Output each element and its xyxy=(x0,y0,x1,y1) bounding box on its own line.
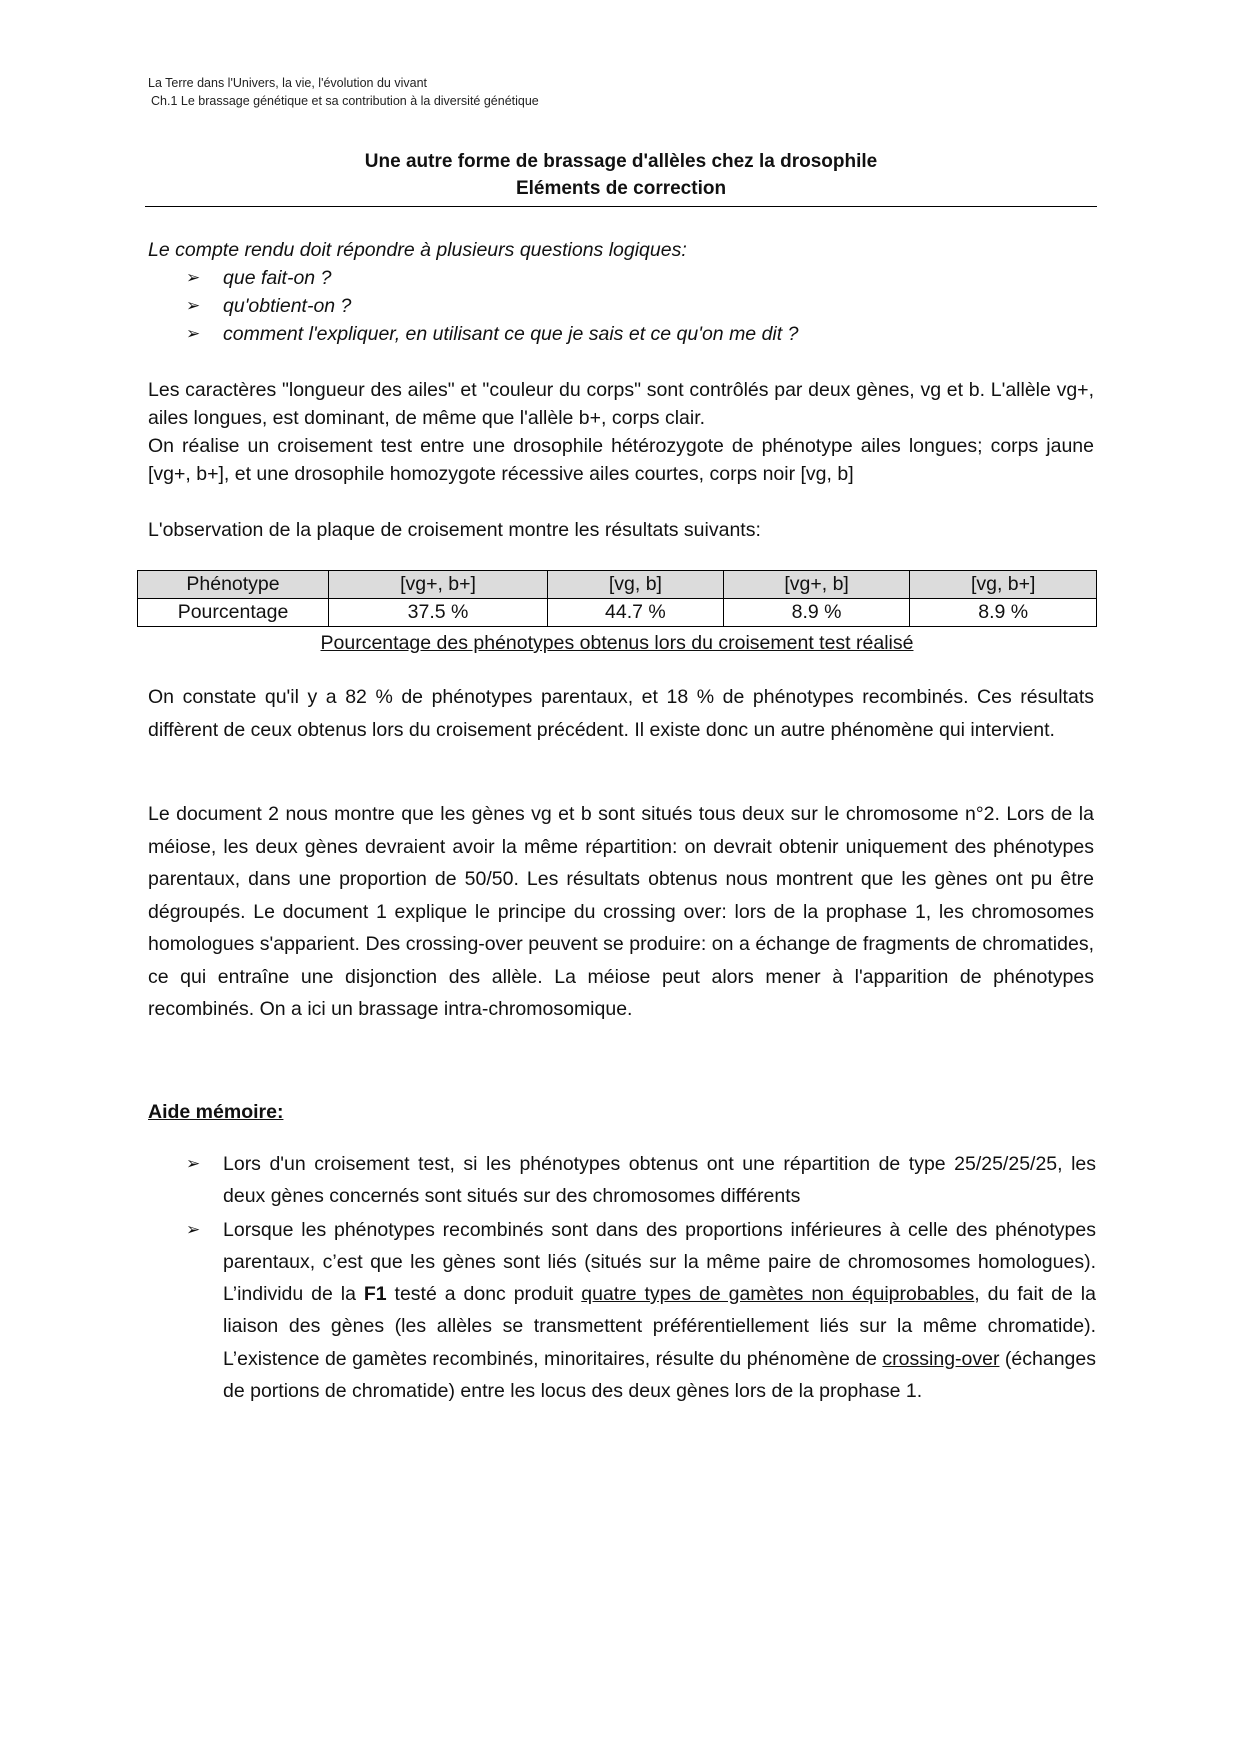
arrow-bullet-icon: ➢ xyxy=(186,268,201,287)
aide-item-underline: crossing-over xyxy=(882,1347,1000,1370)
paragraph-genes: Les caractères "longueur des ailes" et "couleur du corps" sont contrôlés par deux gènes, vg et b. L'allèle vg+, ailes longues, est dominant, de même que l'allèle b+, corps clair. xyxy=(148,379,1094,429)
aide-item-bold: F1 xyxy=(363,1283,387,1306)
aide-item-text-3: , du fait de la liaison des gènes (les allèles se transmettent préférentiellement liés sur la même chromatide). L’existence de gamètes recombinés, minoritaires, résulte du phénomène de xyxy=(223,1283,1096,1370)
question-item xyxy=(186,264,1098,292)
aide-item-text-1: Lorsque les phénotypes recombinés sont dans des proportions inférieures à celle des phénotypes parentaux, c’est que les gènes sont liés (situés sur la même paire de chromosomes homologues). L’individu de la xyxy=(223,1218,1096,1306)
intro-text: Le compte rendu doit répondre à plusieurs questions logiques: xyxy=(148,239,687,261)
aide-item-underline: quatre types de gamètes non équiprobables xyxy=(581,1283,975,1306)
question-item xyxy=(186,292,1098,320)
running-header xyxy=(148,74,539,110)
paragraph-explanation: Le document 2 nous montre que les gènes vg et b sont situés tous deux sur le chromosome n°2. Lors de la méiose, les deux gènes devraient avoir la même répartition: on devrait obtenir uniquement des phénotypes parentaux, dans une proportion de 50/50. Les résultats obtenus nous montrent que les gènes ont pu être dégroupés. Le document 1 explique le principe du crossing over: lors de la prophase 1, les chromosomes homologues s'apparient. Des crossing-over peuvent se produire: on a échange de fragments de chromatides, ce qui entraîne une disjonction des allèle. La méiose peut alors mener à l'apparition de phénotypes recombinés. On a ici un brassage intra-chromosomique. xyxy=(148,803,1094,1020)
arrow-bullet-icon: ➢ xyxy=(186,1219,201,1239)
question-text: que fait-on ? xyxy=(223,267,332,289)
aide-item xyxy=(186,1148,1096,1213)
title-subtitle: Eléments de correction xyxy=(515,178,727,199)
aide-memoire-title: Aide mémoire: xyxy=(148,1101,284,1123)
arrow-bullet-icon: ➢ xyxy=(186,296,201,315)
header-chapter: Ch.1 Le brassage génétique et sa contribution à la diversité génétique xyxy=(151,94,539,108)
question-list xyxy=(148,264,1098,348)
paragraph-analysis: On constate qu'il y a 82 % de phénotypes parentaux, et 18 % de phénotypes recombinés. Ces résultats diffèrent de ceux obtenus lors du croisement précédent. Il existe donc un autre phénomène qui intervient. xyxy=(148,686,1094,741)
table-cell-percentage: 44.7 % xyxy=(548,599,724,627)
table-cell-phenotype: [vg+, b] xyxy=(723,571,910,599)
question-item xyxy=(186,320,1098,348)
table-caption: Pourcentage des phénotypes obtenus lors du croisement test réalisé xyxy=(320,632,914,654)
aide-item-text: Lors d'un croisement test, si les phénotypes obtenus ont une répartition de type 25/25/25/25, les deux gènes concernés sont situés sur des chromosomes différents xyxy=(223,1153,1096,1208)
paragraph-cross: On réalise un croisement test entre une drosophile hétérozygote de phénotype ailes longues; corps jaune [vg+, b+], et une drosophile homozygote récessive ailes courtes, corps noir [vg, b] xyxy=(148,435,1094,485)
paragraph-observation: L'observation de la plaque de croisement montre les résultats suivants: xyxy=(148,519,761,541)
title-main: Une autre forme de brassage d'allèles chez la drosophile xyxy=(364,151,878,172)
question-text: qu'obtient-on ? xyxy=(223,295,352,317)
aide-item-text-2: testé a donc produit xyxy=(386,1283,582,1306)
aide-item-text-4: (échanges de portions de chromatide) entre les locus des deux gènes lors de la prophase 1. xyxy=(223,1347,1096,1403)
table-cell-phenotype: [vg, b] xyxy=(548,571,724,599)
table-row xyxy=(138,571,1097,599)
table-cell-percentage: 8.9 % xyxy=(723,599,910,627)
paragraph-characters xyxy=(148,376,1094,488)
table-cell-label: Pourcentage xyxy=(138,599,329,627)
table-cell-label: Phénotype xyxy=(138,571,329,599)
table-cell-percentage: 8.9 % xyxy=(910,599,1097,627)
table-cell-phenotype: [vg+, b+] xyxy=(329,571,548,599)
table-cell-phenotype: [vg, b+] xyxy=(910,571,1097,599)
table-cell-percentage: 37.5 % xyxy=(329,599,548,627)
arrow-bullet-icon: ➢ xyxy=(186,324,201,343)
aide-memoire-list xyxy=(186,1148,1096,1407)
intro-block xyxy=(148,236,1098,348)
question-text: comment l'expliquer, en utilisant ce que je sais et ce qu'on me dit ? xyxy=(223,323,799,345)
aide-item xyxy=(186,1214,1096,1408)
results-table xyxy=(137,570,1097,627)
header-theme: La Terre dans l'Univers, la vie, l'évolution du vivant xyxy=(148,76,427,90)
page-title xyxy=(145,148,1097,207)
table-row xyxy=(138,599,1097,627)
arrow-bullet-icon: ➢ xyxy=(186,1154,201,1173)
